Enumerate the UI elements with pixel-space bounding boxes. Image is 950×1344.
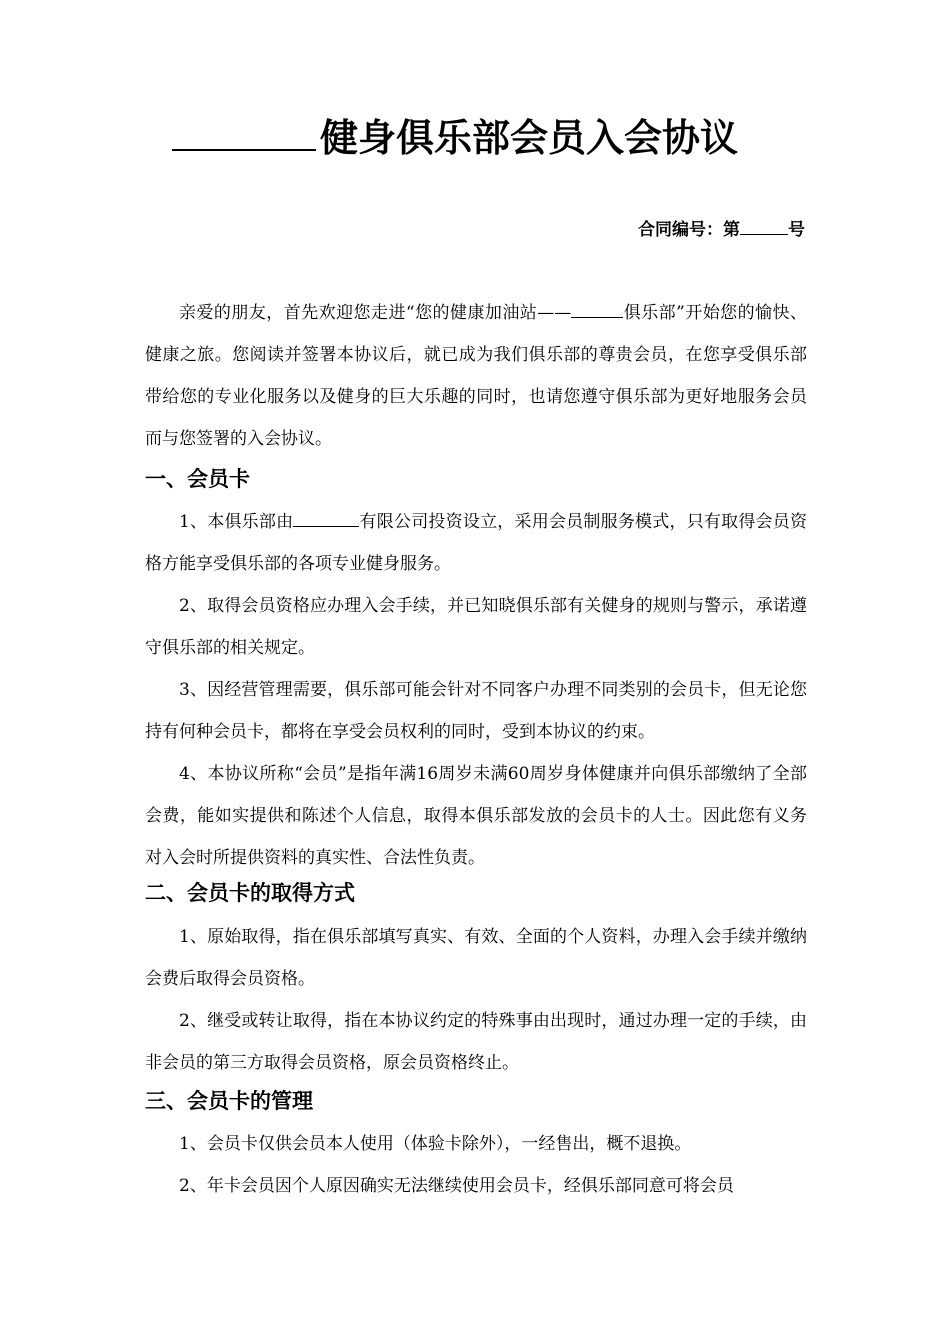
club-name-inline-blank (571, 301, 623, 318)
section-3-body (145, 1123, 807, 1207)
intro-paragraph (145, 292, 807, 460)
section-2-paragraph-1: 1、原始取得，指在俱乐部填写真实、有效、全面的个人资料，办理入会手续并缴纳会费后取得会员资格。 (145, 927, 807, 989)
section-1-p1-text-1: 1、本俱乐部由 (179, 512, 294, 532)
contract-number-suffix: 号 (788, 220, 805, 240)
section-3-paragraph-2: 2、年卡会员因个人原因确实无法继续使用会员卡，经俱乐部同意可将会员 (179, 1176, 734, 1196)
section-1-paragraph-1 (145, 501, 807, 585)
title-text: 健身俱乐部会员入会协议 (320, 116, 739, 160)
document-title (172, 110, 792, 166)
intro-text-1: 亲爱的朋友，首先欢迎您走进“您的健康加油站—— (179, 303, 572, 323)
section-2-heading: 二、会员卡的取得方式 (145, 881, 355, 905)
company-name-blank (293, 510, 359, 527)
section-1-paragraph-3: 3、因经营管理需要，俱乐部可能会针对不同客户办理不同类别的会员卡，但无论您持有何种会员卡，都将在享受会员权利的同时，受到本协议的约束。 (145, 680, 807, 742)
section-2-paragraph-2: 2、继受或转让取得，指在本协议约定的特殊事由出现时，通过办理一定的手续，由非会员的第三方取得会员资格，原会员资格终止。 (145, 1011, 807, 1073)
contract-number-prefix: 合同编号：第 (638, 220, 740, 240)
contract-number (638, 216, 805, 244)
section-1-paragraph-2: 2、取得会员资格应办理入会手续，并已知晓俱乐部有关健身的规则与警示，承诺遵守俱乐部的相关规定。 (145, 596, 807, 658)
section-2-body (145, 916, 807, 1084)
intro-paragraph-block (145, 292, 807, 460)
section-3-paragraph-1: 1、会员卡仅供会员本人使用（体验卡除外），一经售出，概不退换。 (179, 1134, 692, 1154)
section-3-heading: 三、会员卡的管理 (145, 1089, 313, 1113)
club-name-blank (172, 113, 316, 151)
section-1-heading: 一、会员卡 (145, 467, 250, 491)
section-1-paragraph-4: 4、本协议所称“会员”是指年满16周岁未满60周岁身体健康并向俱乐部缴纳了全部会费，能如实提供和陈述个人信息，取得本俱乐部发放的会员卡的人士。因此您有义务对入会时所提供资料的真实性、合法性负责。 (145, 764, 807, 868)
section-1-p1-text-2: 有限公司投资设立，采用会员制服务模式，只有取得会员资格方能享受俱乐部的各项专业健身服务。 (145, 512, 807, 574)
section-1-body (145, 501, 807, 879)
contract-number-blank (740, 216, 788, 235)
intro-text-2: 俱乐部”开始您的愉快、健康之旅。您阅读并签署本协议后，就已成为我们俱乐部的尊贵会员，在您享受俱乐部带给您的专业化服务以及健身的巨大乐趣的同时，也请您遵守俱乐部为更好地服务会员而与您签署的入会协议。 (145, 303, 807, 449)
